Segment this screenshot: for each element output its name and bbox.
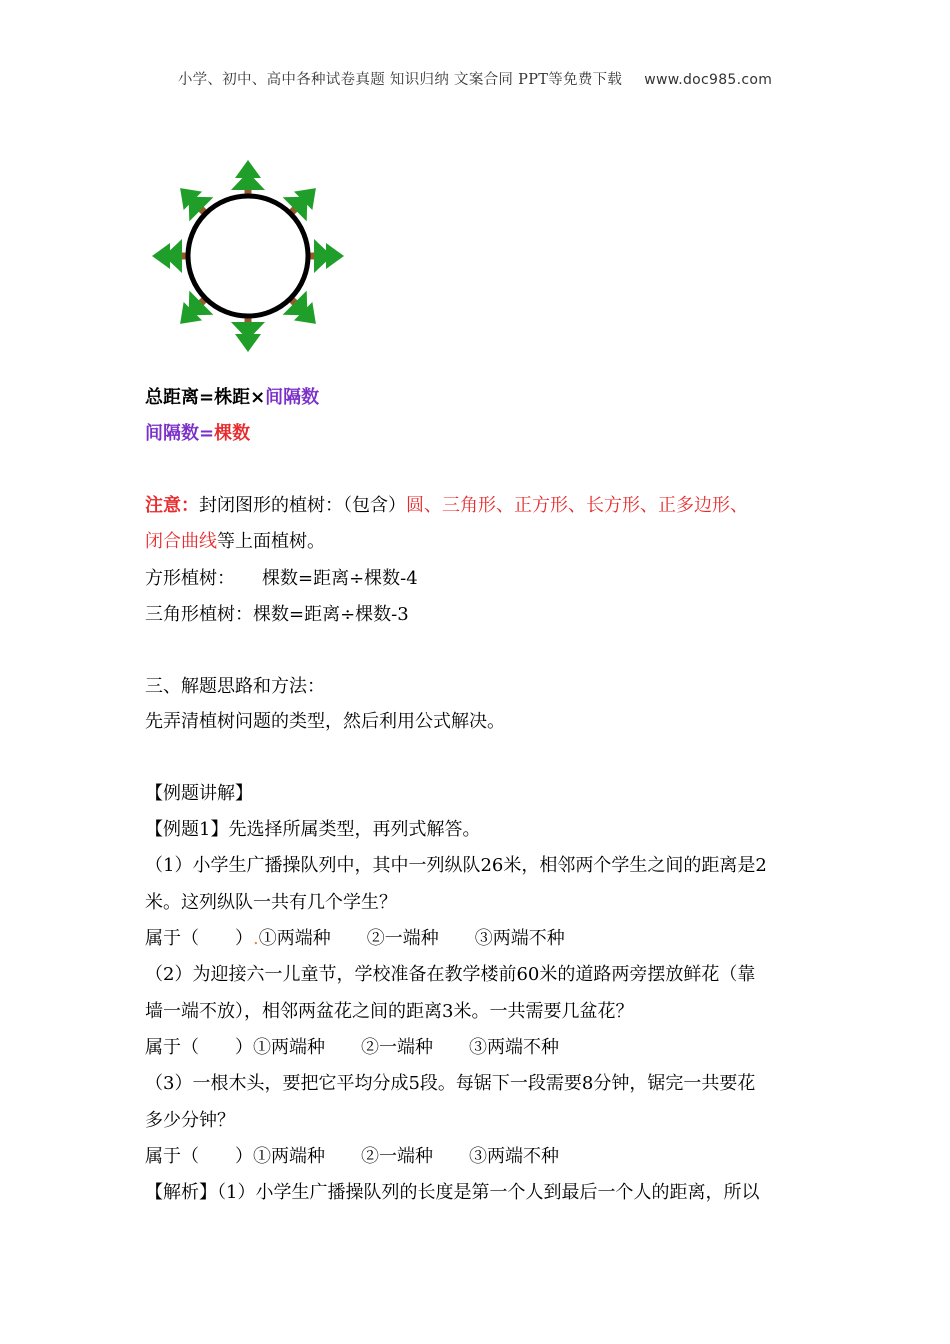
formula-total-distance: 总距离=株距×间隔数 bbox=[145, 387, 320, 408]
circle-tree-planting-icon bbox=[140, 148, 356, 364]
question2-line1: （2）为迎接六一儿童节，学校准备在教学楼前60米的道路两旁摆放鲜花（靠 bbox=[145, 964, 756, 985]
example1-title: 【例题1】先选择所属类型，再列式解答。 bbox=[145, 819, 481, 840]
question3-options: 属于（ ）①两端种 ②一端种 ③两端不种 bbox=[145, 1146, 559, 1167]
section3-title: 三、解题思路和方法： bbox=[145, 676, 325, 697]
dot-mark: . bbox=[253, 928, 259, 949]
note-label: 注意： bbox=[145, 495, 199, 516]
note-triangle-formula: 三角形植树：棵数=距离÷棵数-3 bbox=[145, 604, 409, 625]
page-header bbox=[0, 68, 950, 89]
header-site-link[interactable]: www.doc985.com bbox=[644, 72, 773, 88]
note-line-2: 闭合曲线等上面植树。 bbox=[145, 531, 325, 552]
note-square-formula: 方形植树： 棵数=距离÷棵数-4 bbox=[145, 568, 418, 589]
question1-options: 属于（ ）.①两端种 ②一端种 ③两端不种 bbox=[145, 928, 565, 949]
analysis-line: 【解析】（1）小学生广播操队列的长度是第一个人到最后一个人的距离，所以 bbox=[145, 1182, 760, 1203]
question1-line2: 米。这列纵队一共有几个学生？ bbox=[145, 892, 397, 913]
question2-options: 属于（ ）①两端种 ②一端种 ③两端不种 bbox=[145, 1037, 559, 1058]
header-text: 小学、初中、高中各种试卷真题 知识归纳 文案合同 PPT等免费下载 bbox=[177, 72, 623, 88]
question1-line1: （1）小学生广播操队列中，其中一列纵队26米，相邻两个学生之间的距离是2 bbox=[145, 855, 767, 876]
note-line-1: 注意：封闭图形的植树：（包含）圆、三角形、正方形、长方形、正多边形、 bbox=[145, 495, 748, 516]
formula-interval-count: 间隔数=棵数 bbox=[145, 423, 251, 444]
question3-line1: （3）一根木头，要把它平均分成5段。每锯下一段需要8分钟，锯完一共要花 bbox=[145, 1073, 756, 1094]
question3-line2: 多少分钟？ bbox=[145, 1110, 235, 1131]
question2-line2: 墙一端不放），相邻两盆花之间的距离3米。一共需要几盆花？ bbox=[145, 1001, 634, 1022]
examples-heading: 【例题讲解】 bbox=[145, 783, 253, 804]
circle-outline bbox=[188, 196, 308, 316]
section3-body: 先弄清植树问题的类型，然后利用公式解决。 bbox=[145, 711, 505, 732]
